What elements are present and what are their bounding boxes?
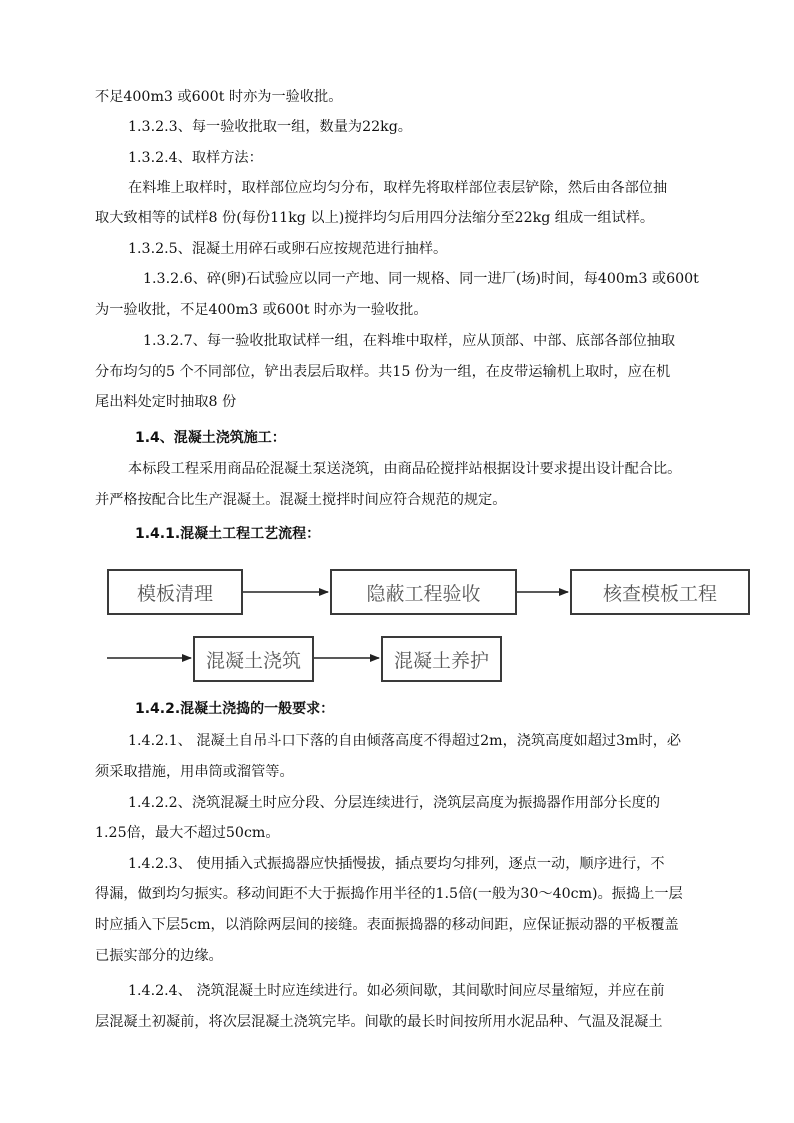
flow-step-concrete-curing: 混凝土养护: [381, 636, 502, 682]
text-line: 取大致相等的试样8 份(每份11kg 以上)搅拌均匀后用四分法缩分至22kg 组成一组试样。: [95, 210, 655, 226]
text-line: 1.3.2.4、取样方法：: [128, 150, 263, 166]
text-line: 1.4.2.1、 混凝土自吊斗口下落的自由倾落高度不得超过2m，浇筑高度如超过3m时，必: [128, 733, 682, 749]
text-line: 为一验收批，不足400m3 或600t 时亦为一验收批。: [95, 302, 428, 318]
flow-step-concealed-work-acceptance: 隐蔽工程验收: [330, 569, 517, 615]
text-line: 1.3.2.5、混凝土用碎石或卵石应按规范进行抽样。: [128, 241, 448, 257]
text-line: 须采取措施，用串筒或溜管等。: [95, 764, 294, 780]
text-line: 得漏，做到均匀振实。移动间距不大于振捣作用半径的1.5倍(一般为30～40cm)。振捣上一层: [95, 886, 683, 902]
text-line: 层混凝土初凝前，将次层混凝土浇筑完毕。间歇的最长时间按所用水泥品种、气温及混凝土: [95, 1014, 663, 1030]
text-line: 已振实部分的边缘。: [95, 948, 223, 964]
text-line: 1.3.2.3、每一验收批取一组，数量为22kg。: [128, 119, 412, 135]
flow-step-formwork-cleaning: 模板清理: [107, 569, 243, 615]
text-line: 并严格按配合比生产混凝土。混凝土搅拌时间应符合规范的规定。: [95, 492, 507, 508]
flow-step-formwork-check: 核查模板工程: [570, 569, 750, 615]
text-line: 在料堆上取样时，取样部位应均匀分布，取样先将取样部位表层铲除，然后由各部位抽: [128, 180, 668, 196]
section-heading: 1.4.1.混凝土工程工艺流程：: [135, 526, 321, 542]
text-line: 时应插入下层5cm，以消除两层间的接缝。表面振捣器的移动间距，应保证振动器的平板覆盖: [95, 917, 679, 933]
text-line: 1.4.2.2、浇筑混凝土时应分段、分层连续进行，浇筑层高度为振捣器作用部分长度的: [128, 795, 661, 811]
section-heading: 1.4、混凝土浇筑施工：: [135, 430, 286, 446]
text-line: 1.4.2.3、 使用插入式振捣器应快插慢拔，插点要均匀排列，逐点一动，顺序进行，不: [128, 856, 665, 872]
text-line: 不足400m3 或600t 时亦为一验收批。: [95, 89, 343, 105]
text-line: 尾出料处定时抽取8 份: [95, 394, 237, 410]
text-line: 分布均匀的5 个不同部位，铲出表层后取样。共15 份为一组，在皮带运输机上取时，应在机: [95, 364, 671, 380]
text-line: 1.25倍，最大不超过50cm。: [95, 825, 280, 841]
text-line: 1.4.2.4、 浇筑混凝土时应连续进行。如必须间歇，其间歇时间应尽量缩短，并应在前: [128, 983, 665, 999]
section-heading: 1.4.2.混凝土浇捣的一般要求：: [135, 701, 335, 717]
flow-step-concrete-pouring: 混凝土浇筑: [193, 636, 314, 682]
text-line: 1.3.2.7、每一验收批取试样一组，在料堆中取样，应从顶部、中部、底部各部位抽取: [143, 333, 676, 349]
text-line: 本标段工程采用商品砼混凝土泵送浇筑，由商品砼搅拌站根据设计要求提出设计配合比。: [128, 461, 682, 477]
text-line: 1.3.2.6、碎(卵)石试验应以同一产地、同一规格、同一进厂(场)时间，每400m3 或600t: [143, 271, 699, 287]
